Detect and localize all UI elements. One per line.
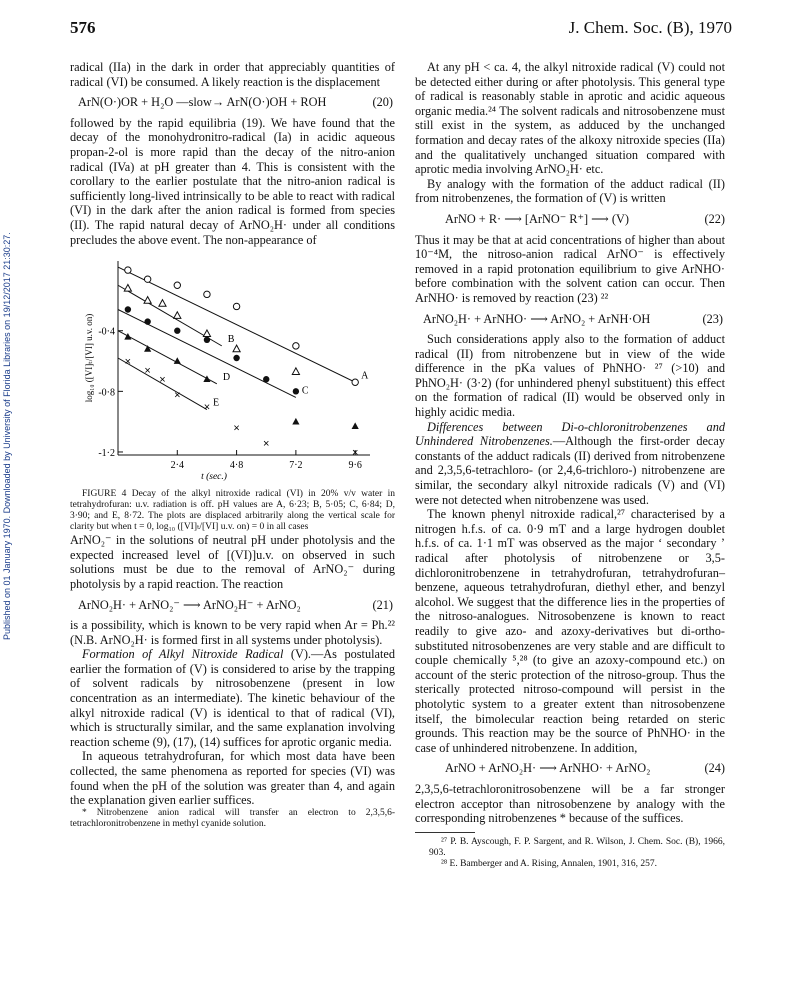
paragraph-text: —Although the first-order decay constants of the adduct radicals (II) derived from nitrobenzene and 2,3,5,6-tetrachloro- (or 2,4,6-trichloro-) nitrobenzene are similar, the secondary alkyl nitroxide radicals (V) and (VI) were not detected when nitrobenzene was used. xyxy=(415,434,725,507)
paragraph: radical (IIa) in the dark in order that appreciably quantities of radical (VI) be consumed. A likely reaction is the displacement xyxy=(70,60,395,89)
point-e: × xyxy=(174,389,181,402)
paragraph: The known phenyl nitroxide radical,²⁷ characterised by a nitrogen h.f.s. of ca. 0·9 mT and a large hydrogen doublet h.f.s. of ca. 1·1 mT was observed as the major ‘ secondary ’ radical after photolysis of nitrobenzene or 3,5-dichloronitrobenzene in tetrahydrofuran, tetrahydrofuran–benzene, aqueous tetrahydrofuran, diethyl ether, and benzyl alcohol. We suggest that the difference lies in the properties of the nitroso-analogues. Nitrosobenzene is known to react readily to give azo- and azoxy-derivatives but di-ortho-substituted nitrosobenzenes are very stable and are difficult to couple chemically ⁵,²⁸ (to give an azoxy-compound etc.) on account of the steric protection of the nitroso-group. Thus the sterically protected nitroso-compound will persist in the photolytic system to a greater extent than nitrosobenzene itself, the bimolecular reaction being retarded on steric grounds. This reaction may be the source of PhNHO· in the case of unhindered nitrobenzene. In addition, xyxy=(415,507,725,755)
x-tick-label: 9·6 xyxy=(348,460,362,472)
point-a xyxy=(352,379,358,385)
paragraph: 2,3,5,6-tetrachloronitrosobenzene will be a far stronger electron acceptor than nitrosobenzene by analogy with the corresponding nitrobenzenes * because of the suffices. xyxy=(415,781,725,826)
point-b xyxy=(144,297,151,304)
point-c xyxy=(233,355,239,361)
equation-number: (23) xyxy=(702,311,723,326)
point-b xyxy=(292,368,299,375)
point-d xyxy=(292,418,299,425)
figure-4 xyxy=(70,255,395,483)
left-column xyxy=(70,60,395,830)
paragraph: followed by the rapid equilibria (19). We have found that the decay of the monohydronitro-radical (Ia) in acidic aqueous propan-2-ol is more rapid than the decay of the nitro-anion radical (IVa) at pH greater than 4. This is consistent with the corollary to the earlier postulate that the nitro-anion radical is sufficiently long-lived intrinsically to be able to react with radical (VI) in the dark after the anion radical is formed from species (II). The rapid natural decay of ArNO₂H· under all conditions precludes the above event. The non-appearance of xyxy=(70,115,395,247)
point-b xyxy=(159,300,166,307)
x-tick-label: 2·4 xyxy=(170,460,184,472)
paragraph: By analogy with the formation of the adduct radical (II) from nitrobenzenes, the formation of (V) is written xyxy=(415,176,725,206)
paragraph-text: (V).—As postulated earlier the formation of (V) is considered to arise by the trapping of solvent radicals by nitrosobenzene (present in low concentration as an intermediate). The kinetic behaviour of the alkyl nitroxide radical (V) is identical to that of radical (VI), which is structurally similar, and the same explanation involving reaction scheme (9), (17), (14) suffices for aprotic organic media. xyxy=(70,647,395,749)
page-header xyxy=(70,18,732,42)
paragraph: ArNO₂⁻ in the solutions of neutral pH under photolysis and the expected increased level of [(VI)]u.v. on observed in such solutions must be due to the removal of ArNO₂⁻ during photolysis by a rapid reaction. The reaction xyxy=(70,533,395,591)
point-a xyxy=(125,267,131,273)
reference-27: ²⁷ P. B. Ayscough, F. P. Sargent, and R. Wilson, J. Chem. Soc. (B), 1966, 903. xyxy=(429,836,725,858)
page-number: 576 xyxy=(70,18,96,37)
point-b xyxy=(124,285,131,292)
fit-line-a xyxy=(118,267,355,382)
equation-number: (24) xyxy=(704,761,725,776)
footnote-rule xyxy=(415,832,475,833)
equation-text: ArNO + R· ⟶ [ArNO⁻ R⁺] ⟶ (V) xyxy=(445,211,629,226)
paragraph: Such considerations apply also to the formation of adduct radical (II) from nitrobenzene but in view of the wide difference in the pKa values of PhNHO· ²⁷ (>10) and PhNO₂H· (3·2) (for unhindered phenyl substituent) this effect on the formation of radical (II) would be observed only in highly acidic media. xyxy=(415,332,725,420)
equation-number: (22) xyxy=(704,211,725,226)
x-tick-label: 7·2 xyxy=(289,460,303,472)
equation-number: (21) xyxy=(372,597,393,612)
equation-text: ArN(O·)OR + H₂O —slow→ ArN(O·)OH + ROH xyxy=(78,95,327,110)
equation-24 xyxy=(415,761,725,776)
point-c xyxy=(174,328,180,334)
point-c xyxy=(125,306,131,312)
y-axis-label: log₁₀ ([VI]ₜ/[VI] u.v. on) xyxy=(84,313,94,403)
footnote: * Nitrobenzene anion radical will transfer an electron to 2,3,5,6-tetrachloronitrobenzene in methyl cyanide solution. xyxy=(70,807,395,829)
equation-text: ArNO + ArNO₂H· ⟶ ArNHO· + ArNO₂ xyxy=(445,761,651,776)
figure-caption: FIGURE 4 Decay of the alkyl nitroxide radical (VI) in 20% v/v water in tetrahydrofuran: u.v. radiation is off. pH values are A, 6·23; B, 5·05; C, 6·84; D, 3·90; and E, 8·72. The plots are displaced arbitrarily along the vertical scale for clarity but when t = 0, log₁₀ ([VI]ₜ/[VI] u.v. on) = 0 in all cases xyxy=(70,489,395,533)
fit-line-d xyxy=(118,331,217,387)
section-heading: Formation of Alkyl Nitroxide Radical xyxy=(82,647,284,662)
point-a xyxy=(174,282,180,288)
series-label-c: C xyxy=(301,385,309,397)
right-column xyxy=(415,60,725,870)
section-heading: Differences between Di-o-chloronitrobenzenes and Unhindered Nitrobenzenes. xyxy=(415,419,725,449)
point-d xyxy=(203,376,210,383)
paragraph xyxy=(415,420,725,508)
point-e: × xyxy=(351,447,359,460)
download-notice xyxy=(2,80,18,640)
point-e: × xyxy=(233,422,240,435)
point-d xyxy=(124,333,131,340)
point-b xyxy=(174,312,181,319)
paragraph: At any pH < ca. 4, the alkyl nitroxide radical (V) could not be detected either during or after photolysis. This general type of radical is reasonably stable in aprotic and acidic aqueous organic media.²⁴ The solvent radicals and nitrosobenzene must still exist in the system, as adduced by the unchanged formation and decay rates of the alkoxy nitroxide species (IIa) and the qualitatively unchanged situation compared with aprotic media involving ArNO₂H· etc. xyxy=(415,60,725,177)
equation-text: ArNO₂H· + ArNHO· ⟶ ArNO₂ + ArNH·OH xyxy=(423,311,651,326)
y-tick-label: -1·2 xyxy=(98,448,115,460)
series-label-b: B xyxy=(227,334,235,345)
point-e: × xyxy=(124,356,132,369)
point-c xyxy=(204,337,210,343)
x-axis-label: t (sec.) xyxy=(201,472,227,483)
point-b xyxy=(233,345,240,352)
download-notice-text: Published on 01 January 1970. Downloaded by University of Florida Libraries on 19/12/2017 21:30:27. xyxy=(2,232,12,640)
point-b xyxy=(203,330,210,337)
journal-title: J. Chem. Soc. (B), 1970 xyxy=(568,18,732,37)
paragraph: is a possibility, which is known to be very rapid when Ar = Ph.²² (N.B. ArNO₂H· is formed first in all systems under photolysis). xyxy=(70,618,395,647)
equation-20 xyxy=(70,95,395,110)
point-a xyxy=(144,276,150,282)
point-e: × xyxy=(144,365,151,378)
decay-chart xyxy=(70,255,395,483)
point-c xyxy=(144,319,150,325)
point-e: × xyxy=(159,374,166,387)
series-label-a: A xyxy=(361,370,369,382)
point-a xyxy=(293,343,299,349)
series-label-e: E xyxy=(212,397,220,409)
equation-23 xyxy=(415,312,725,327)
paragraph: In aqueous tetrahydrofuran, for which most data have been collected, the same phenomena as reported for species (VI) was found when the pH of the solution was greater than 4, and again the explanation given earlier suffices. xyxy=(70,749,395,808)
x-tick-label: 4·8 xyxy=(229,460,244,472)
reference-28: ²⁸ E. Bamberger and A. Rising, Annalen, 1901, 316, 257. xyxy=(441,858,658,869)
equation-22 xyxy=(415,212,725,227)
series-label-d: D xyxy=(222,371,231,383)
point-c xyxy=(293,388,299,394)
equation-21 xyxy=(70,598,395,613)
point-d xyxy=(174,357,181,364)
point-a xyxy=(204,291,210,297)
point-d xyxy=(352,423,359,430)
paragraph xyxy=(70,647,395,749)
equation-number: (20) xyxy=(372,95,393,110)
point-c xyxy=(263,376,269,382)
y-tick-label: -0·4 xyxy=(98,326,115,338)
point-e: × xyxy=(203,401,211,414)
point-a xyxy=(233,303,239,309)
y-tick-label: -0·8 xyxy=(98,387,115,399)
equation-text: ArNO₂H· + ArNO₂⁻ ⟶ ArNO₂H⁻ + ArNO₂ xyxy=(78,597,301,612)
paragraph: Thus it may be that at acid concentrations of higher than about 10⁻⁴M, the nitroso-anion radical ArNO⁻ is effectively removed in a rapid protonation equilibrium to give ArNHO· before combination with the solvent cation can occur. Then ArNHO· is removed by reaction (23) ²² xyxy=(415,232,725,305)
point-e: × xyxy=(263,438,270,450)
